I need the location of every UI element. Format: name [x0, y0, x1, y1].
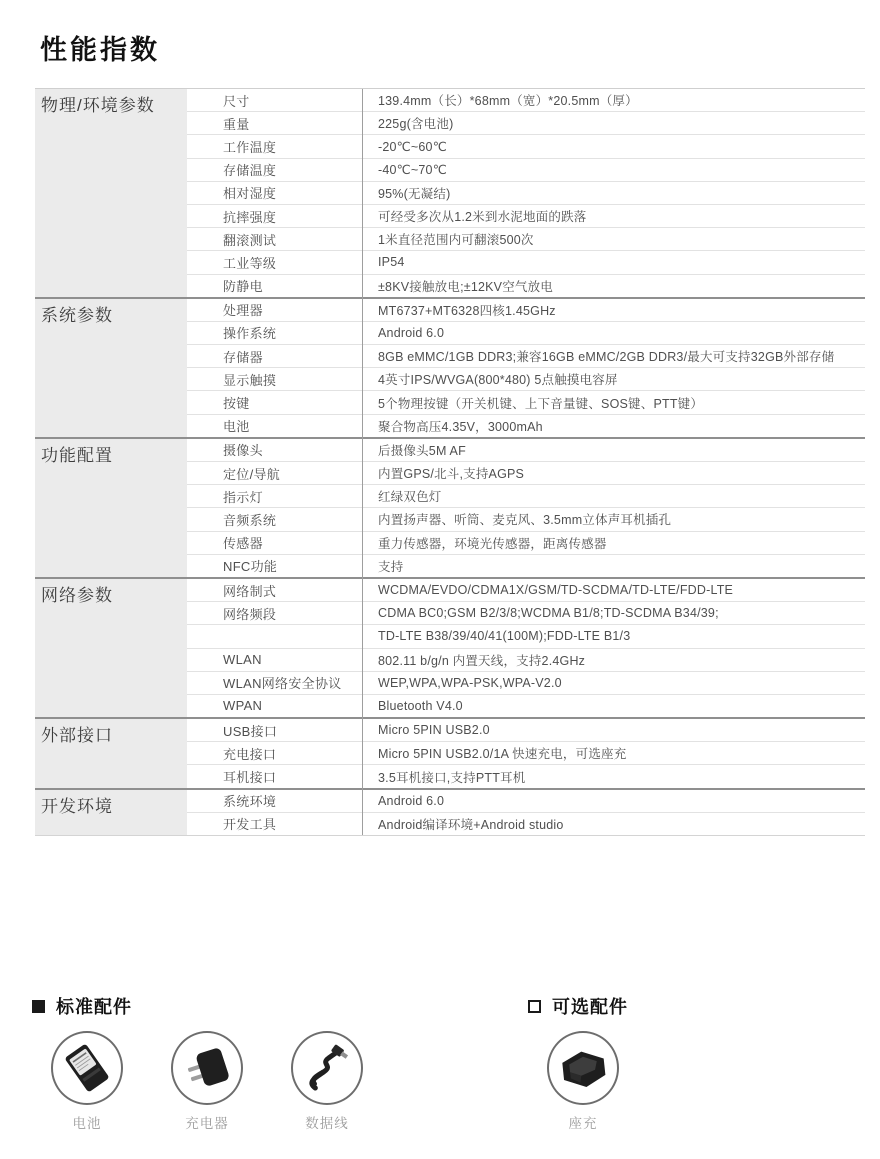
- spec-value: 5个物理按键（开关机键、上下音量键、SOS键、PTT键）: [378, 396, 704, 411]
- spec-label: WLAN: [223, 652, 262, 668]
- spec-label: 传感器: [223, 536, 263, 552]
- spec-row: [187, 624, 865, 647]
- spec-label: NFC功能: [223, 559, 278, 575]
- standard-accessories-heading: [32, 995, 372, 1017]
- spec-row: [187, 719, 865, 741]
- spec-label: 存储器: [223, 349, 263, 365]
- optional-accessories-heading: [528, 995, 628, 1017]
- spec-row: [187, 764, 865, 787]
- accessory-caption: 座充: [568, 1116, 598, 1131]
- spec-row: [187, 321, 865, 344]
- spec-row: [187, 299, 865, 321]
- usb-cable-icon: [291, 1031, 363, 1105]
- spec-rows: [187, 579, 865, 717]
- spec-row: [187, 134, 865, 157]
- spec-label: 工业等级: [223, 255, 277, 271]
- spec-label: 定位/导航: [223, 466, 281, 482]
- spec-value: -20℃~60℃: [378, 139, 447, 154]
- spec-label: 重量: [223, 116, 250, 132]
- category-label: 开发环境: [35, 790, 187, 835]
- spec-row: [187, 414, 865, 437]
- spec-row: [187, 439, 865, 461]
- spec-value: -40℃~70℃: [378, 163, 447, 178]
- spec-row: [187, 250, 865, 273]
- spec-value: 95%(无凝结): [378, 186, 451, 201]
- spec-row: [187, 790, 865, 812]
- spec-value: 支持: [378, 559, 404, 574]
- spec-value: 8GB eMMC/1GB DDR3;兼容16GB eMMC/2GB DDR3/最大可支持32GB外部存储: [378, 350, 835, 365]
- spec-value: CDMA BC0;GSM B2/3/8;WCDMA B1/8;TD-SCDMA B34/39;: [378, 606, 719, 621]
- spec-rows: [187, 439, 865, 577]
- spec-label: 尺寸: [223, 93, 250, 109]
- spec-row: [187, 181, 865, 204]
- spec-value: Bluetooth V4.0: [378, 698, 463, 713]
- spec-value: WEP,WPA,WPA-PSK,WPA-V2.0: [378, 675, 562, 690]
- standard-accessories-items: [32, 1031, 372, 1132]
- spec-label: 摄像头: [223, 443, 263, 459]
- spec-row: [187, 579, 865, 601]
- accessory-caption: 充电器: [185, 1116, 229, 1131]
- spec-row: [187, 367, 865, 390]
- spec-table: [35, 88, 865, 836]
- spec-row: [187, 554, 865, 577]
- optional-accessories-items: [528, 1031, 628, 1132]
- spec-rows: [187, 89, 865, 297]
- spec-label: 充电接口: [223, 746, 277, 762]
- spec-value: 3.5耳机接口,支持PTT耳机: [378, 770, 526, 785]
- standard-accessories-title: 标准配件: [56, 997, 132, 1017]
- spec-value: 4英寸IPS/WVGA(800*480) 5点触摸电容屏: [378, 373, 618, 388]
- spec-row: [187, 227, 865, 250]
- accessory-caption: 数据线: [305, 1116, 349, 1131]
- spec-value: 1米直径范围内可翻滚500次: [378, 233, 534, 248]
- spec-row: [187, 484, 865, 507]
- spec-label: 存储温度: [223, 163, 277, 179]
- spec-value: 红绿双色灯: [378, 490, 442, 505]
- spec-label: 翻滚测试: [223, 232, 277, 248]
- spec-value: 重力传感器，环境光传感器，距离传感器: [378, 536, 607, 551]
- spec-value: ±8KV接触放电;±12KV空气放电: [378, 279, 553, 294]
- spec-label: 防静电: [223, 279, 263, 295]
- spec-row: [187, 344, 865, 367]
- spec-row: [187, 274, 865, 297]
- battery-icon: [51, 1031, 123, 1105]
- accessory-item: [42, 1031, 132, 1132]
- accessory-item: [282, 1031, 372, 1132]
- spec-label: 相对湿度: [223, 186, 277, 202]
- category-label: 功能配置: [35, 439, 187, 577]
- category-label: 系统参数: [35, 299, 187, 437]
- spec-value: WCDMA/EVDO/CDMA1X/GSM/TD-SCDMA/TD-LTE/FDD-LTE: [378, 583, 734, 598]
- spec-label: 网络制式: [223, 583, 277, 599]
- spec-value: Android 6.0: [378, 793, 445, 808]
- spec-row: [187, 741, 865, 764]
- spec-label: 显示触摸: [223, 372, 277, 388]
- category-label: 物理/环境参数: [35, 89, 187, 297]
- spec-label: 指示灯: [223, 489, 263, 505]
- spec-label: WLAN网络安全协议: [223, 676, 342, 692]
- spec-label: 抗摔强度: [223, 209, 277, 225]
- spec-label: 网络频段: [223, 606, 277, 622]
- spec-row: [187, 648, 865, 671]
- spec-row: [187, 694, 865, 717]
- spec-label: 开发工具: [223, 817, 277, 833]
- power-adapter-icon: [171, 1031, 243, 1105]
- charging-dock-icon: [547, 1031, 619, 1105]
- spec-rows: [187, 719, 865, 788]
- spec-section: [35, 717, 865, 788]
- spec-rows: [187, 299, 865, 437]
- spec-row: [187, 111, 865, 134]
- spec-label: 音频系统: [223, 512, 277, 528]
- spec-value: 139.4mm（长）*68mm（宽）*20.5mm（厚）: [378, 94, 638, 109]
- spec-value: Micro 5PIN USB2.0: [378, 723, 490, 738]
- spec-label: 耳机接口: [223, 770, 277, 786]
- spec-label: USB接口: [223, 723, 278, 739]
- spec-label: WPAN: [223, 698, 263, 714]
- spec-value: 可经受多次从1.2米到水泥地面的跌落: [378, 210, 587, 225]
- spec-rows: [187, 790, 865, 835]
- spec-section: [35, 437, 865, 577]
- spec-row: [187, 390, 865, 413]
- spec-value: 225g(含电池): [378, 117, 454, 132]
- spec-value: 后摄像头5M AF: [378, 443, 466, 458]
- spec-value: Android 6.0: [378, 325, 445, 340]
- spec-row: [187, 531, 865, 554]
- spec-row: [187, 158, 865, 181]
- accessory-caption: 电池: [72, 1116, 102, 1131]
- spec-row: [187, 507, 865, 530]
- category-label: 外部接口: [35, 719, 187, 788]
- standard-accessories-group: [32, 995, 372, 1132]
- spec-label: 工作温度: [223, 139, 277, 155]
- optional-accessories-title: 可选配件: [552, 997, 628, 1017]
- accessory-item: [162, 1031, 252, 1132]
- spec-label: 按键: [223, 396, 250, 412]
- spec-section: [35, 297, 865, 437]
- spec-row: [187, 204, 865, 227]
- category-label: 网络参数: [35, 579, 187, 717]
- spec-label: 操作系统: [223, 326, 277, 342]
- spec-row: [187, 89, 865, 111]
- spec-value: 聚合物高压4.35V，3000mAh: [378, 419, 543, 434]
- spec-value: 内置GPS/北斗,支持AGPS: [378, 467, 525, 482]
- filled-square-bullet-icon: [32, 1000, 45, 1013]
- spec-value: Android编译环境+Android studio: [378, 817, 564, 832]
- spec-section: [35, 788, 865, 835]
- accessory-item: [538, 1031, 628, 1132]
- spec-value: MT6737+MT6328四核1.45GHz: [378, 303, 556, 318]
- spec-value: 内置扬声器、听筒、麦克风、3.5mm立体声耳机插孔: [378, 513, 672, 528]
- spec-value: Micro 5PIN USB2.0/1A 快速充电，可选座充: [378, 747, 627, 762]
- page-title: 性能指数: [40, 35, 160, 65]
- hollow-square-bullet-icon: [528, 1000, 541, 1013]
- spec-row: [187, 812, 865, 835]
- spec-section: [35, 89, 865, 297]
- spec-value: 802.11 b/g/n 内置天线，支持2.4GHz: [378, 653, 586, 668]
- column-divider-line: [362, 89, 363, 835]
- spec-value: TD-LTE B38/39/40/41(100M);FDD-LTE B1/3: [378, 629, 631, 644]
- spec-section: [35, 577, 865, 717]
- spec-label: 电池: [223, 419, 250, 435]
- spec-label: 处理器: [223, 303, 263, 319]
- spec-value: IP54: [378, 255, 405, 270]
- spec-row: [187, 671, 865, 694]
- optional-accessories-group: [528, 995, 628, 1132]
- spec-row: [187, 461, 865, 484]
- spec-row: [187, 601, 865, 624]
- spec-label: 系统环境: [223, 794, 277, 810]
